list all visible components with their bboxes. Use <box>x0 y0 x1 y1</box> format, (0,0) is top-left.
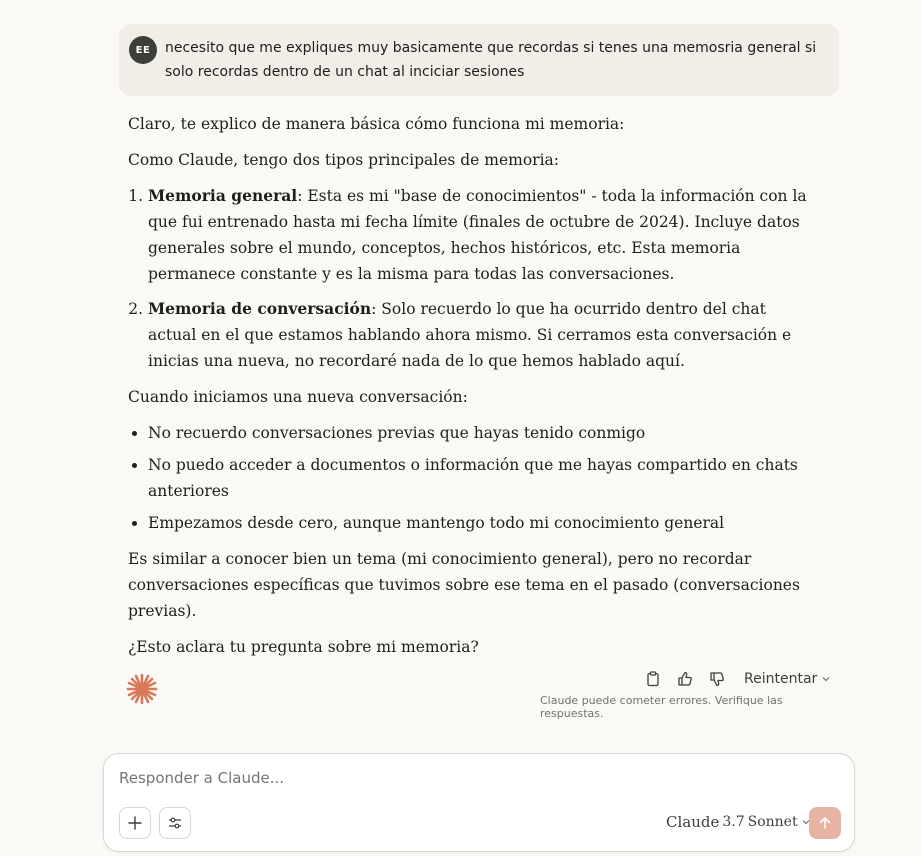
composer <box>103 753 855 852</box>
user-message-text: necesito que me expliques muy basicamente que recordas si tenes una memosria general si solo recordas dentro de un chat al inciciar sesiones <box>165 40 817 80</box>
reply-analogy: Es similar a conocer bien un tema (mi conocimiento general), pero no recordar conversaciones específicas que tuvimos sobre ese tema en el pasado (conversaciones previas). <box>128 550 800 620</box>
new-conv-bullets <box>128 420 818 536</box>
reply-closing: ¿Esto aclara tu pregunta sobre mi memoria? <box>128 638 479 656</box>
claude-logo-icon <box>126 673 158 705</box>
memory-type-title: Memoria general <box>148 186 298 205</box>
list-item <box>148 183 818 287</box>
user-avatar[interactable]: EE <box>129 36 157 64</box>
disclaimer: Claude puede cometer errores. Verifique las respuestas. <box>540 694 783 720</box>
retry-button[interactable] <box>744 671 831 687</box>
arrow-up-icon <box>818 816 832 830</box>
reply-types-intro: Como Claude, tengo dos tipos principales de memoria: <box>128 151 559 169</box>
list-item: • Empezamos desde cero, aunque mantengo todo mi conocimiento general <box>148 510 818 536</box>
memory-type-title: Memoria de conversación <box>148 299 372 318</box>
reply-new-conv-intro: Cuando iniciamos una nueva conversación: <box>128 388 468 406</box>
user-message <box>119 24 839 96</box>
assistant-reply <box>128 111 818 670</box>
model-name: Claude <box>666 813 720 831</box>
send-button[interactable] <box>809 807 841 839</box>
copy-icon[interactable] <box>644 670 662 688</box>
sliders-icon <box>168 816 182 830</box>
model-variant: Sonnet <box>747 814 798 830</box>
list-item: • No puedo acceder a documentos o información que me hayas compartido en chats anteriores <box>148 452 818 504</box>
reply-input[interactable] <box>119 769 819 787</box>
memory-types-list <box>128 183 818 374</box>
model-version: 3.7 <box>722 814 745 830</box>
thumbs-down-icon[interactable] <box>708 670 726 688</box>
plus-icon <box>128 816 142 830</box>
tools-button[interactable] <box>159 807 191 839</box>
retry-label: Reintentar <box>744 671 818 687</box>
reply-intro: Claro, te explico de manera básica cómo funciona mi memoria: <box>128 115 625 133</box>
add-button[interactable] <box>119 807 151 839</box>
list-item <box>148 296 818 374</box>
memory-type-text: : Solo recuerdo lo que ha ocurrido dentro del chat actual en el que estamos hablando ahora mismo. Si cerramos esta conversación e inicias una nueva, no recordaré nada de lo que hemos hablado aquí. <box>148 300 792 370</box>
chevron-down-icon <box>821 674 831 684</box>
model-selector[interactable] <box>666 813 811 831</box>
list-item: • No recuerdo conversaciones previas que hayas tenido conmigo <box>148 420 818 446</box>
thumbs-up-icon[interactable] <box>676 670 694 688</box>
message-actions <box>644 668 831 690</box>
memory-type-text: : Esta es mi "base de conocimientos" - toda la información con la que fui entrenado hasta mi fecha límite (finales de octubre de 2024). Incluye datos generales sobre el mundo, conceptos, hechos históricos, etc. Esta memoria permanece constante y es la misma para todas las conversaciones. <box>148 187 807 283</box>
